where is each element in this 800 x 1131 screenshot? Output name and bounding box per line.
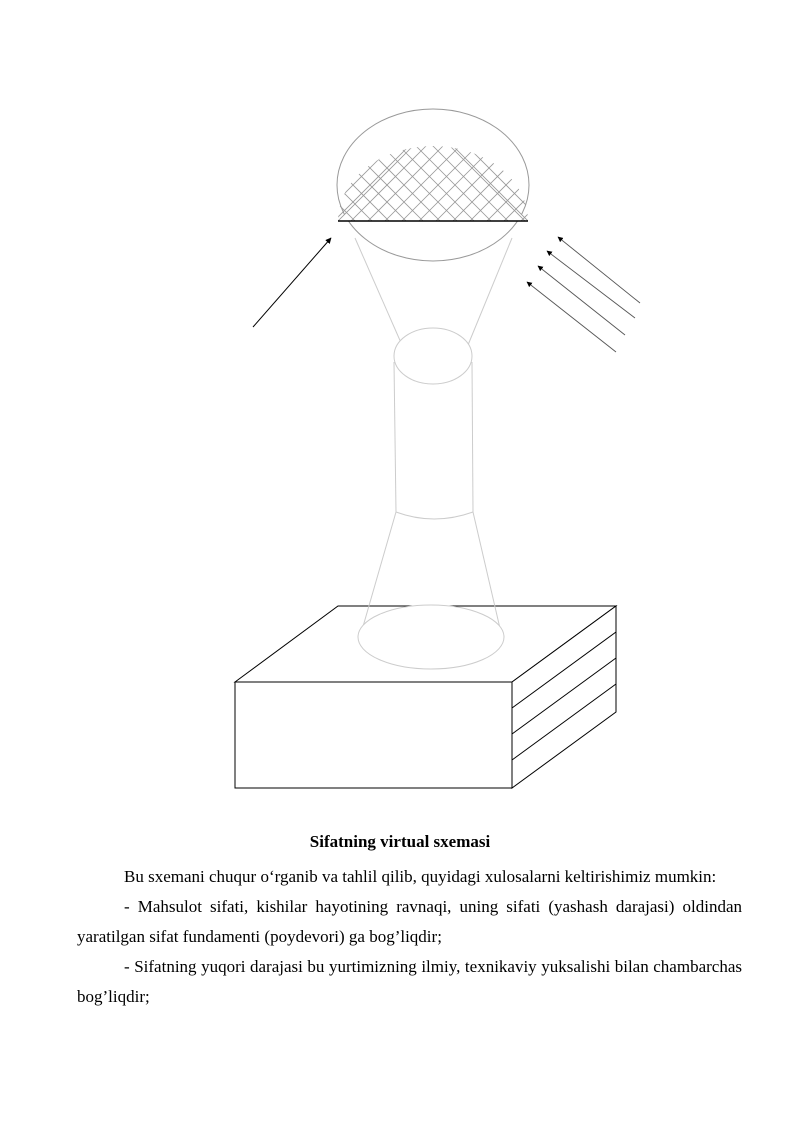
hatch-line [693,100,800,240]
top-disc [60,100,800,261]
hatch-line [94,100,234,240]
hatch-line [200,100,340,240]
hatch-line [557,100,697,240]
hatch-line [213,100,353,240]
hatch-line [179,100,319,240]
hatch-line [60,100,200,240]
column [394,362,473,519]
body-text [77,862,742,1012]
hatch-line [162,100,302,240]
hatch-line [540,100,680,240]
paragraph-3: - Sifatning yuqori darajasi bu yurtimizning ilmiy, texnikaviy yuksalishi bilan chambarchas bog’liqdir; [77,957,742,1006]
hatch-line [217,100,357,240]
hatch-line [574,100,714,240]
hatch-line [591,100,731,240]
hatch-line [642,100,782,240]
hatch-line [128,100,268,240]
paragraph-2: - Mahsulot sifati, kishilar hayotining ravnaqi, uning sifati (yashash darajasi) oldindan yaratilgan sifat fundamenti (poydevori) ga bog’liqdir; [77,897,742,946]
hatch-line [519,100,659,240]
hatch-line [145,100,285,240]
hatch-line [77,100,217,240]
hatch-line [111,100,251,240]
figure-caption: Sifatning virtual sxemasi [309,832,491,851]
lower-cone [358,512,504,669]
hatch-line [523,100,663,240]
left-arrow [253,238,331,327]
hatch-line [659,100,799,240]
hatch-line [625,100,765,240]
right-arrows [527,237,640,352]
paragraph-1: Bu sxemani chuqur o‘rganib va tahlil qilib, quyidagi xulosalarni keltirishimiz mumkin: [124,867,717,886]
hatch-line [536,100,676,240]
hatch-line [608,100,748,240]
hatch-line [676,100,800,240]
hatch-line [553,100,693,240]
hatch-line [196,100,336,240]
